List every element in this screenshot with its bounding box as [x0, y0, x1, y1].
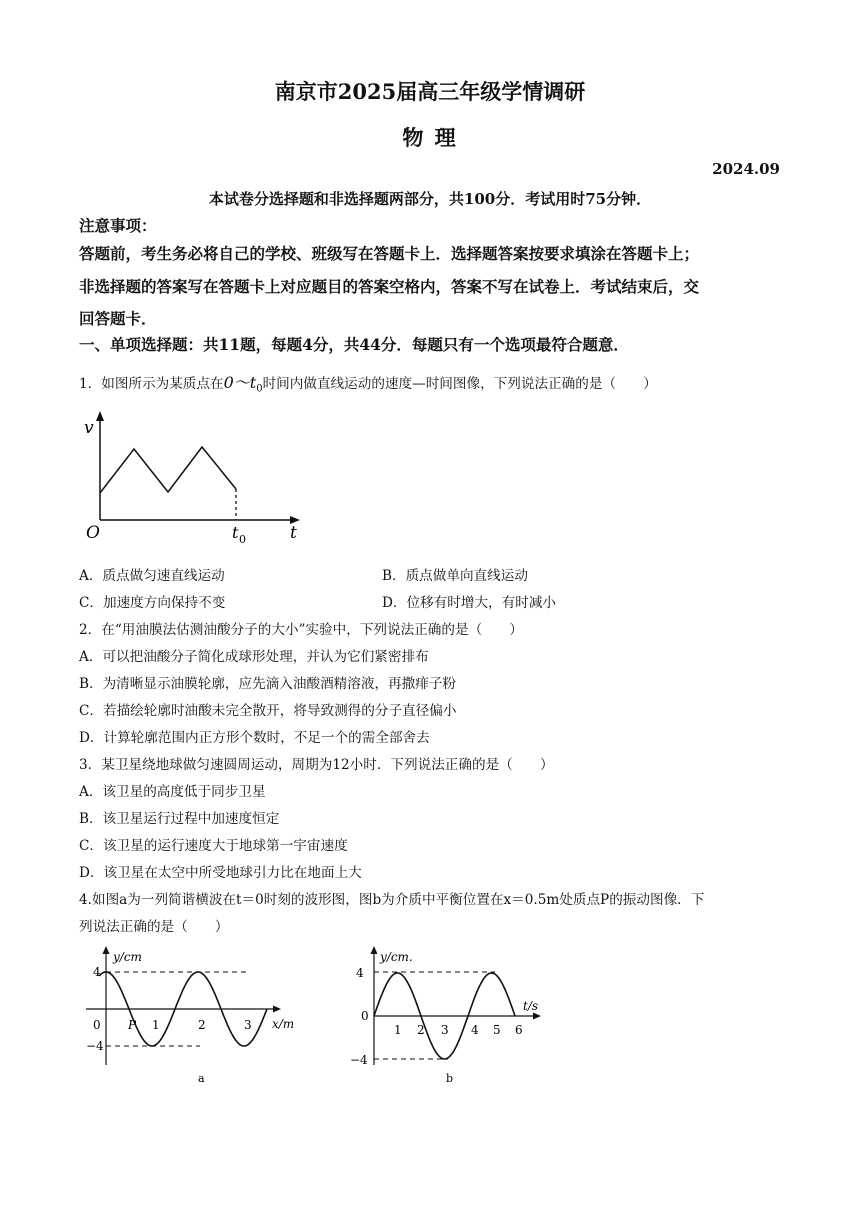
q4-graph-a-waveform — [80, 940, 295, 1090]
q4-stem-line-1: 4.如图a为一列简谐横波在t＝0时刻的波形图，图b为介质中平衡位置在x＝0.5m处质点P的振动图像．下 — [79, 892, 705, 908]
q1-graph-x-label: t — [290, 523, 297, 543]
q4-graph-b-y-tick-4: 4 — [356, 966, 364, 980]
q1-option-d: D．位移有时增大，有时减小 — [382, 595, 557, 611]
notice-line-3: 回答题卡． — [79, 309, 157, 328]
notice-line-1: 答题前，考生务必将自己的学校、班级写在答题卡上．选择题答案按要求填涂在答题卡上； — [79, 244, 700, 263]
q1-option-c: C．加速度方向保持不变 — [79, 595, 226, 611]
q4-graph-a-x-tick-2: 2 — [198, 1018, 206, 1032]
q4-graph-b-y-label: y/cm. — [380, 950, 413, 964]
q1-velocity-time-graph — [78, 405, 308, 555]
q1-graph-origin: O — [86, 523, 100, 543]
q4-graph-a-x-tick-3: 3 — [244, 1018, 252, 1032]
q4-graph-a-y-label: y/cm — [113, 950, 142, 964]
q4-graph-b-caption: b — [446, 1072, 454, 1085]
q4-graph-a-y-tick-0: 0 — [93, 1018, 101, 1032]
q4-graph-a-y-tick-neg4: −4 — [86, 1039, 104, 1053]
q4-graph-b-x-label: t/s — [523, 999, 539, 1013]
q3-option-d: D．该卫星在太空中所受地球引力比在地面上大 — [79, 865, 362, 881]
notice-heading: 注意事项： — [79, 216, 157, 235]
notice-line-2: 非选择题的答案写在答题卡上对应题目的答案空格内，答案不写在试卷上．考试结束后，交 — [79, 277, 700, 296]
q4-graph-b-x-tick-2: 2 — [417, 1023, 425, 1037]
q1-graph-t0-label: t — [232, 523, 239, 542]
q4-graph-b-x-tick-3: 3 — [441, 1023, 449, 1037]
q3-option-c: C．该卫星的运行速度大于地球第一宇宙速度 — [79, 838, 348, 854]
exam-intro: 本试卷分选择题和非选择题两部分，共100分．考试用时75分钟． — [208, 190, 652, 208]
q2-option-b: B．为清晰显示油膜轮廓，应先滴入油酸酒精溶液，再撒痱子粉 — [79, 676, 457, 692]
subject-title: 物 理 — [402, 125, 458, 150]
q4-graph-a-caption: a — [198, 1072, 205, 1085]
q1-graph-y-label: v — [84, 418, 94, 438]
q2-stem: 2．在“用油膜法估测油酸分子的大小”实验中，下列说法正确的是（ ） — [79, 622, 523, 638]
q4-stem-line-2: 列说法正确的是（ ） — [79, 919, 229, 935]
q3-stem: 3．某卫星绕地球做匀速圆周运动，周期为12小时．下列说法正确的是（ ） — [79, 757, 554, 773]
exam-title: 南京市2025届高三年级学情调研 — [274, 79, 586, 104]
q4-graph-a-x-tick-1: 1 — [152, 1018, 160, 1032]
q4-graph-b-y-tick-neg4: −4 — [350, 1053, 368, 1067]
q4-graph-a-y-tick-4: 4 — [93, 965, 101, 979]
q1-graph-t0-sub: 0 — [239, 533, 246, 546]
q1-option-b: B．质点做单向直线运动 — [382, 568, 528, 584]
q2-option-d: D．计算轮廓范围内正方形个数时，不足一个的需全部舍去 — [79, 730, 430, 746]
q4-graph-b-vibration — [340, 940, 545, 1090]
q2-option-a: A．可以把油酸分子简化成球形处理，并认为它们紧密排布 — [79, 649, 429, 665]
q4-graph-b-x-tick-1: 1 — [394, 1023, 402, 1037]
q4-graph-b-x-tick-5: 5 — [493, 1023, 501, 1037]
q3-option-b: B．该卫星运行过程中加速度恒定 — [79, 811, 280, 827]
q2-option-c: C．若描绘轮廓时油酸未完全散开，将导致测得的分子直径偏小 — [79, 703, 457, 719]
q1-option-a: A．质点做匀速直线运动 — [79, 568, 225, 584]
section-heading: 一、单项选择题：共11题，每题4分，共44分．每题只有一个选项最符合题意． — [79, 335, 629, 354]
exam-date: 2024.09 — [712, 160, 780, 178]
q4-graph-a-x-label: x/m — [272, 1017, 295, 1031]
q4-graph-a-p-label: P — [128, 1018, 137, 1032]
q4-graph-b-y-tick-0: 0 — [361, 1009, 369, 1023]
q4-graph-b-x-tick-6: 6 — [515, 1023, 523, 1037]
q4-graph-b-x-tick-4: 4 — [471, 1023, 479, 1037]
q1-stem: 1．如图所示为某质点在$0\sim t_0$时间内做直线运动的速度—时间图像，下列说法正确的是（ ） — [79, 373, 657, 395]
q3-option-a: A．该卫星的高度低于同步卫星 — [79, 784, 266, 800]
